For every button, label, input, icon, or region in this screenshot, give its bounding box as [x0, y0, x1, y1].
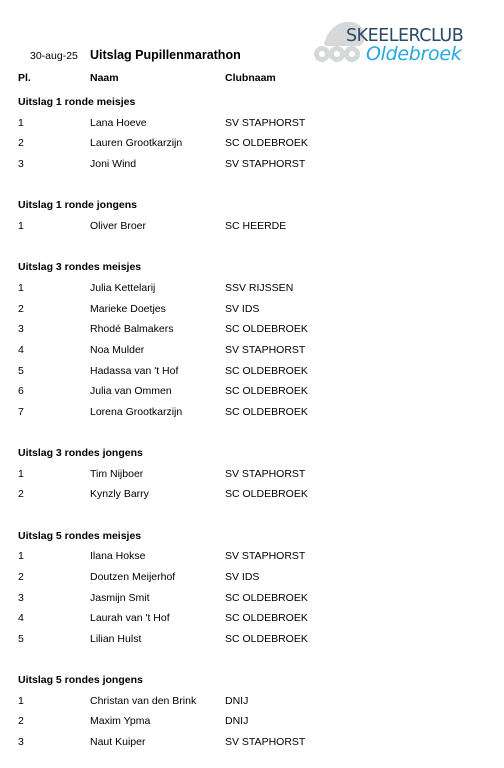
skater-name: Julia Kettelarij — [90, 282, 156, 294]
place: 2 — [18, 488, 24, 500]
result-row — [0, 488, 504, 506]
result-row — [0, 385, 504, 403]
skater-name: Noa Mulder — [90, 344, 145, 356]
column-header-club: Clubnaam — [225, 72, 276, 84]
skater-name: Rhodé Balmakers — [90, 323, 174, 335]
section-title: Uitslag 5 rondes jongens — [18, 674, 143, 686]
place: 6 — [18, 385, 24, 397]
place: 1 — [18, 220, 24, 232]
result-row — [0, 137, 504, 155]
club-name: SC OLDEBROEK — [225, 365, 308, 377]
result-row — [0, 406, 504, 424]
place: 3 — [18, 158, 24, 170]
skater-name: Jasmijn Smit — [90, 592, 150, 604]
club-name: SC OLDEBROEK — [225, 385, 308, 397]
club-name: SC OLDEBROEK — [225, 592, 308, 604]
club-logo — [310, 16, 464, 68]
result-row — [0, 158, 504, 176]
skater-name: Doutzen Meijerhof — [90, 571, 176, 583]
skater-name: Naut Kuiper — [90, 736, 146, 748]
place: 2 — [18, 303, 24, 315]
result-row — [0, 592, 504, 610]
skater-name: Marieke Doetjes — [90, 303, 166, 315]
skater-name: Laurah van 't Hof — [90, 612, 170, 624]
club-name: SV STAPHORST — [225, 550, 306, 562]
skater-name: Kynzly Barry — [90, 488, 149, 500]
place: 1 — [18, 117, 24, 129]
skater-name: Tim Nijboer — [90, 468, 144, 480]
club-name: DNIJ — [225, 715, 249, 727]
place: 5 — [18, 365, 24, 377]
club-name: SV STAPHORST — [225, 158, 306, 170]
place: 3 — [18, 323, 24, 335]
club-name: SV STAPHORST — [225, 736, 306, 748]
place: 1 — [18, 550, 24, 562]
place: 7 — [18, 406, 24, 418]
skater-name: Maxim Ypma — [90, 715, 151, 727]
result-row — [0, 715, 504, 733]
column-header-name: Naam — [90, 72, 119, 84]
club-name: SC OLDEBROEK — [225, 406, 308, 418]
result-row — [0, 695, 504, 713]
section-title: Uitslag 3 rondes meisjes — [18, 261, 142, 273]
club-name: SV STAPHORST — [225, 344, 306, 356]
result-row — [0, 365, 504, 383]
section-title: Uitslag 1 ronde jongens — [18, 199, 138, 211]
event-date: 30-aug-25 — [30, 50, 78, 62]
place: 5 — [18, 633, 24, 645]
result-row — [0, 323, 504, 341]
result-row — [0, 612, 504, 630]
column-header-place: Pl. — [18, 72, 31, 84]
result-row — [0, 282, 504, 300]
club-name: SV STAPHORST — [225, 468, 306, 480]
club-name: SV IDS — [225, 571, 260, 583]
club-name: SC OLDEBROEK — [225, 612, 308, 624]
result-row — [0, 571, 504, 589]
result-row — [0, 220, 504, 238]
skater-name: Lorena Grootkarzijn — [90, 406, 183, 418]
club-name: SC OLDEBROEK — [225, 137, 308, 149]
club-name: SC HEERDE — [225, 220, 287, 232]
club-name: SC OLDEBROEK — [225, 323, 308, 335]
club-name: DNIJ — [225, 695, 249, 707]
section-title: Uitslag 1 ronde meisjes — [18, 96, 136, 108]
logo-line-2: Oldebroek — [366, 43, 462, 65]
club-name: SSV RIJSSEN — [225, 282, 294, 294]
skater-name: Lana Hoeve — [90, 117, 147, 129]
place: 2 — [18, 571, 24, 583]
skater-name: Lilian Hulst — [90, 633, 142, 645]
result-row — [0, 468, 504, 486]
skater-name: Joni Wind — [90, 158, 137, 170]
skater-name: Lauren Grootkarzijn — [90, 137, 183, 149]
result-row — [0, 344, 504, 362]
page-title: Uitslag Pupillenmarathon — [90, 48, 241, 62]
club-name: SV STAPHORST — [225, 117, 306, 129]
skater-name: Oliver Broer — [90, 220, 147, 232]
result-row — [0, 736, 504, 754]
result-row — [0, 117, 504, 135]
place: 1 — [18, 695, 24, 707]
place: 2 — [18, 137, 24, 149]
skater-name: Hadassa van 't Hof — [90, 365, 179, 377]
result-row — [0, 550, 504, 568]
result-row — [0, 633, 504, 651]
place: 4 — [18, 612, 24, 624]
club-name: SV IDS — [225, 303, 260, 315]
place: 4 — [18, 344, 24, 356]
place: 1 — [18, 468, 24, 480]
result-row — [0, 303, 504, 321]
club-name: SC OLDEBROEK — [225, 488, 308, 500]
section-title: Uitslag 5 rondes meisjes — [18, 530, 142, 542]
skater-name: Julia van Ommen — [90, 385, 172, 397]
place: 3 — [18, 592, 24, 604]
place: 3 — [18, 736, 24, 748]
skater-name: Christan van den Brink — [90, 695, 197, 707]
section-title: Uitslag 3 rondes jongens — [18, 447, 143, 459]
club-name: SC OLDEBROEK — [225, 633, 308, 645]
place: 1 — [18, 282, 24, 294]
skater-name: Ilana Hokse — [90, 550, 146, 562]
place: 2 — [18, 715, 24, 727]
logo-line-1: SKEELERCLUB — [346, 26, 464, 46]
